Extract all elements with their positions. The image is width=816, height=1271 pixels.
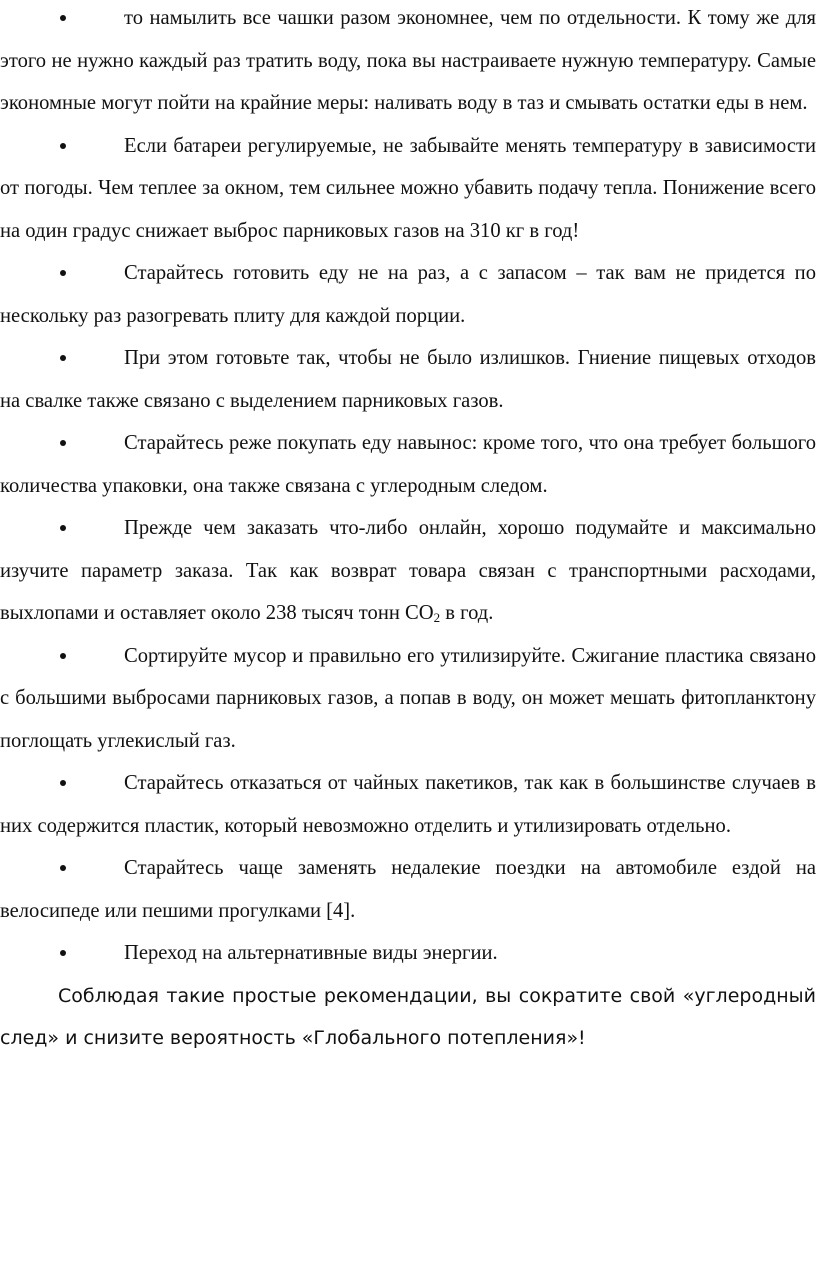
formula-tail: в год. — [440, 602, 494, 624]
list-item — [0, 847, 816, 932]
bullet-icon — [58, 252, 68, 295]
bullet-icon — [58, 847, 68, 890]
list-item-text: Старайтесь чаще заменять недалекие поездки на автомобиле ездой на велосипеде или пешими прогулками [4]. — [0, 857, 816, 922]
bullet-icon — [58, 932, 68, 975]
bullet-icon — [58, 762, 68, 805]
list-item — [0, 422, 816, 507]
bullet-icon — [58, 635, 68, 678]
list-item — [0, 125, 816, 253]
bullet-icon — [58, 422, 68, 465]
list-item — [0, 762, 816, 847]
list-item — [0, 252, 816, 337]
closing-paragraph: Соблюдая такие простые рекомендации, вы сократите свой «углеродный след» и снизите вероятность «Глобального потепления»! — [0, 984, 816, 1049]
list-item-text: Прежде чем заказать что-либо онлайн, хорошо подумайте и максимально изучите параметр заказа. Так как возврат товара связан с транспортными расходами, выхлопами и оставляет около 238 тысяч тонн — [0, 517, 816, 624]
list-item-text: Сортируйте мусор и правильно его утилизируйте. Сжигание пластика связано с большими выбросами парниковых газов, а попав в воду, он может мешать фитопланктону поглощать углекислый газ. — [0, 644, 816, 752]
list-item — [0, 0, 816, 125]
bullet-icon — [58, 0, 68, 40]
list-item-text: Старайтесь готовить еду не на раз, а с запасом – так вам не придется по нескольку раз разогревать плиту для каждой порции. — [0, 262, 816, 327]
formula-subscript: 2 — [433, 610, 441, 625]
list-item — [0, 932, 816, 975]
bullet-icon — [58, 507, 68, 550]
list-item-text: При этом готовьте так, чтобы не было излишков. Гниение пищевых отходов на свалке также связано с выделением парниковых газов. — [0, 347, 816, 412]
co2-formula — [405, 602, 440, 624]
list-item-text: Старайтесь отказаться от чайных пакетиков, так как в большинстве случаев в них содержится пластик, который невозможно отделить и утилизировать отдельно. — [0, 772, 816, 837]
bullet-icon — [58, 337, 68, 380]
bullet-icon — [58, 125, 68, 168]
list-item-text: то намылить все чашки разом экономнее, чем по отдельности. К тому же для этого не нужно каждый раз тратить воду, пока вы настраиваете нужную температуру. Самые экономные могут пойти на крайние меры: наливать воду в таз и смывать остатки еды в нем. — [0, 7, 816, 114]
list-item-text: Старайтесь реже покупать еду навынос: кроме того, что она требует большого количества упаковки, она также связана с углеродным следом. — [0, 432, 816, 497]
formula-main: CO — [405, 602, 434, 624]
list-item-text: Если батареи регулируемые, не забывайте менять температуру в зависимости от погоды. Чем теплее за окном, тем сильнее можно убавить подачу тепла. Понижение всего на один градус снижает выброс парниковых газов на 310 кг в год! — [0, 134, 816, 242]
list-item — [0, 635, 816, 763]
list-item-text: Переход на альтернативные виды энергии. — [124, 942, 498, 964]
list-item — [0, 507, 816, 635]
list-item — [0, 337, 816, 422]
